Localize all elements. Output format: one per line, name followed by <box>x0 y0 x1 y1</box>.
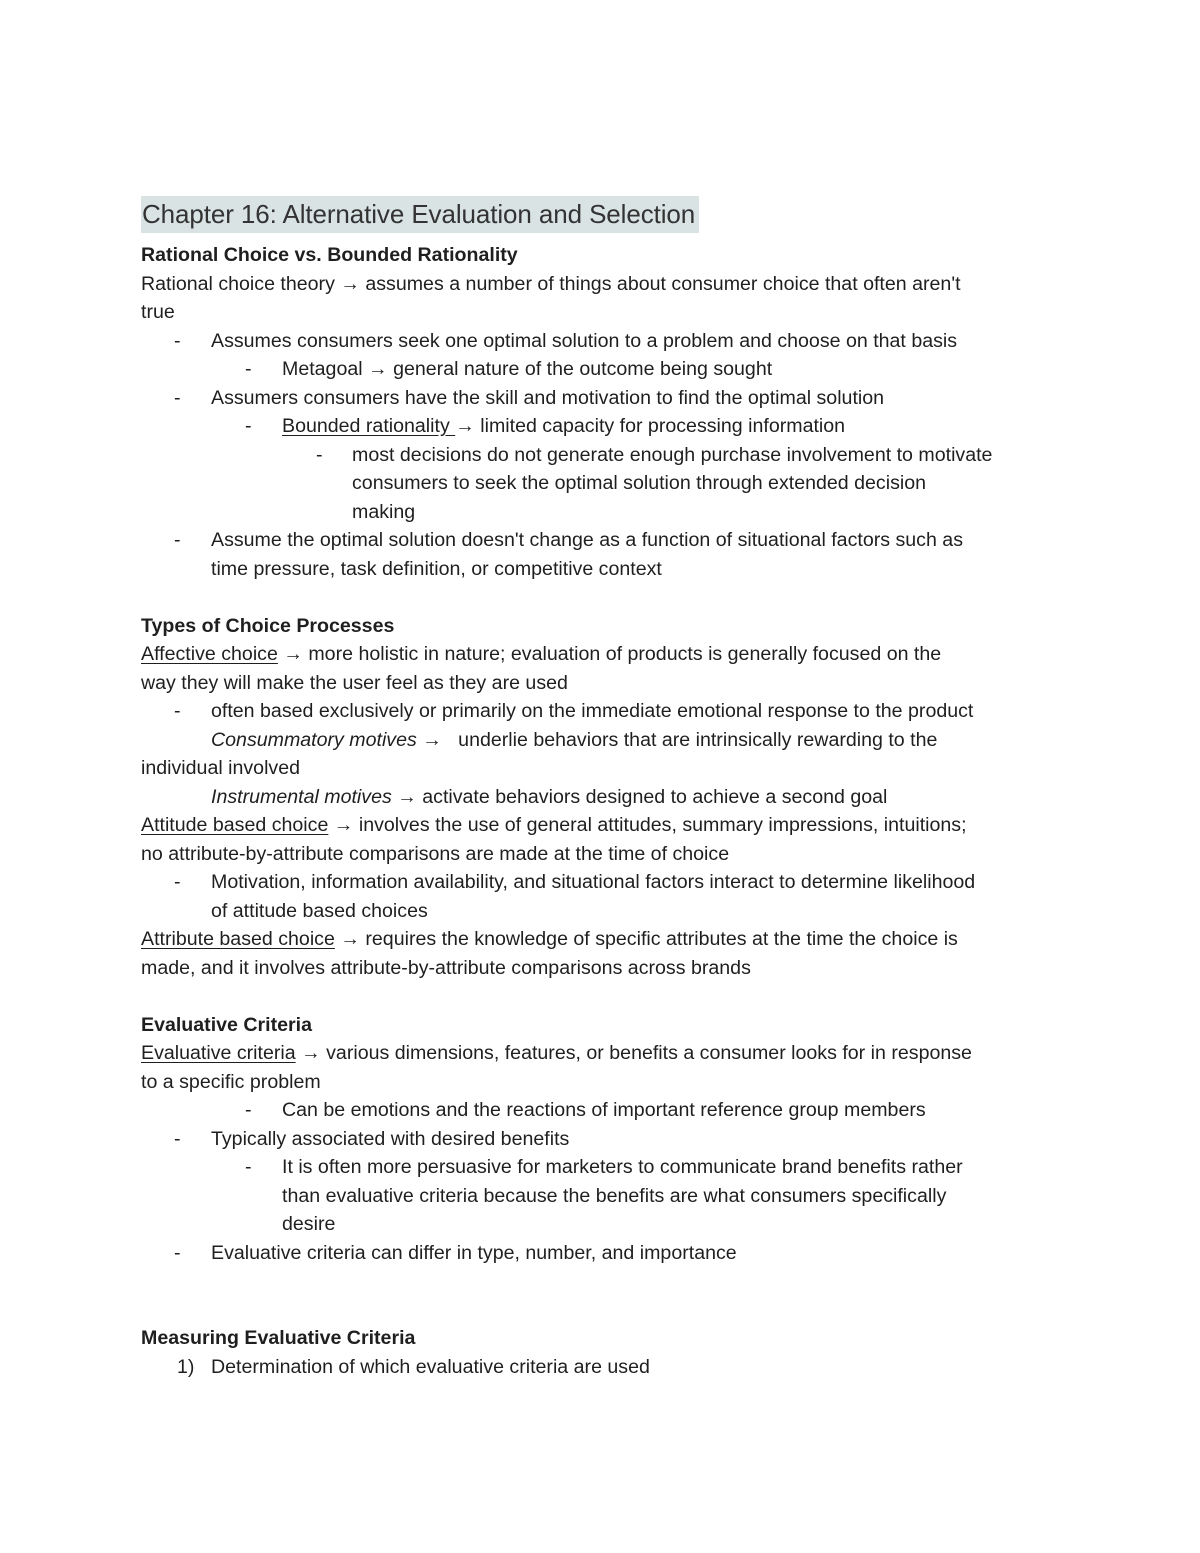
list-item: - Typically associated with desired benefits <box>141 1125 1071 1154</box>
list-item-continuation: desire <box>282 1213 336 1235</box>
paragraph-line: Rational choice theory → assumes a number of things about consumer choice that often aren't <box>141 272 961 295</box>
list-item: - Can be emotions and the reactions of important reference group members <box>141 1096 1071 1125</box>
document-page <box>141 196 1071 1381</box>
section-heading-choice-processes: Types of Choice Processes <box>141 614 395 637</box>
page-title: Chapter 16: Alternative Evaluation and Selection <box>141 196 699 233</box>
bullet-dash: - <box>174 871 181 893</box>
term-attribute-based-choice: Attribute based choice <box>141 928 335 950</box>
bullet-dash: - <box>245 1156 252 1178</box>
section-heading-measuring-criteria: Measuring Evaluative Criteria <box>141 1327 416 1349</box>
term-affective-choice: Affective choice <box>141 643 278 665</box>
list-item: - Bounded rationality → limited capacity for processing information <box>141 412 1071 441</box>
list-item-continuation: of attitude based choices <box>211 899 428 922</box>
list-item-continuation: making <box>352 500 416 523</box>
bullet-dash: - <box>174 700 181 722</box>
paragraph-line: to a specific problem <box>141 1070 321 1093</box>
list-item-continuation: than evaluative criteria because the benefits are what consumers specifically <box>282 1184 947 1207</box>
numbered-item: 1) Determination of which evaluative criteria are used <box>141 1353 1071 1382</box>
list-item: - most decisions do not generate enough purchase involvement to motivate <box>141 441 1071 470</box>
term-bounded-rationality: Bounded rationality <box>282 415 456 437</box>
term-consummatory-motives: Consummatory motives <box>211 728 417 751</box>
paragraph-line: Instrumental motives → activate behaviors designed to achieve a second goal <box>211 785 888 808</box>
bullet-dash: - <box>174 329 181 352</box>
bullet-dash: - <box>174 1127 181 1150</box>
paragraph-line: way they will make the user feel as they are used <box>141 671 568 694</box>
list-item: - Assumers consumers have the skill and motivation to find the optimal solution <box>141 384 1071 413</box>
paragraph-line: Consummatory motives → underlie behaviors that are intrinsically rewarding to the <box>211 728 938 751</box>
paragraph-line: made, and it involves attribute-by-attribute comparisons across brands <box>141 956 751 979</box>
paragraph-line: individual involved <box>141 757 301 779</box>
term-attitude-based-choice: Attitude based choice <box>141 814 329 836</box>
term-evaluative-criteria: Evaluative criteria <box>141 1042 296 1064</box>
paragraph-line: Affective choice → more holistic in nature; evaluation of products is generally focused on the <box>141 643 942 665</box>
list-item: - Metagoal → general nature of the outcome being sought <box>141 355 1071 384</box>
list-item: - Assume the optimal solution doesn't change as a function of situational factors such as <box>141 526 1071 555</box>
list-number: 1) <box>177 1355 195 1378</box>
section-heading-evaluative-criteria: Evaluative Criteria <box>141 1013 312 1036</box>
paragraph-line: Evaluative criteria → various dimensions, features, or benefits a consumer looks for in response <box>141 1042 972 1064</box>
paragraph-line: Attitude based choice → involves the use of general attitudes, summary impressions, intuitions; <box>141 814 967 836</box>
bullet-dash: - <box>245 358 252 380</box>
list-item-continuation: time pressure, task definition, or competitive context <box>211 557 662 580</box>
list-item: - It is often more persuasive for marketers to communicate brand benefits rather <box>141 1153 1071 1182</box>
list-item: - Evaluative criteria can differ in type, number, and importance <box>141 1239 1071 1268</box>
paragraph-line: true <box>141 301 175 323</box>
list-item: - often based exclusively or primarily on the immediate emotional response to the product <box>141 697 1071 726</box>
bullet-dash: - <box>245 1099 252 1121</box>
list-item-continuation: consumers to seek the optimal solution through extended decision <box>352 472 927 494</box>
paragraph-line: no attribute-by-attribute comparisons are made at the time of choice <box>141 842 730 865</box>
list-item: - Assumes consumers seek one optimal solution to a problem and choose on that basis <box>141 327 1071 356</box>
section-heading-rational-choice: Rational Choice vs. Bounded Rationality <box>141 244 518 266</box>
list-item: - Motivation, information availability, and situational factors interact to determine likelihood <box>141 868 1071 897</box>
term-instrumental-motives: Instrumental motives <box>211 785 392 808</box>
bullet-dash: - <box>174 386 181 409</box>
bullet-dash: - <box>174 1241 181 1264</box>
bullet-dash: - <box>174 529 181 551</box>
bullet-dash: - <box>316 443 323 466</box>
bullet-dash: - <box>245 415 252 437</box>
paragraph-line: Attribute based choice → requires the knowledge of specific attributes at the time the choice is <box>141 928 958 950</box>
